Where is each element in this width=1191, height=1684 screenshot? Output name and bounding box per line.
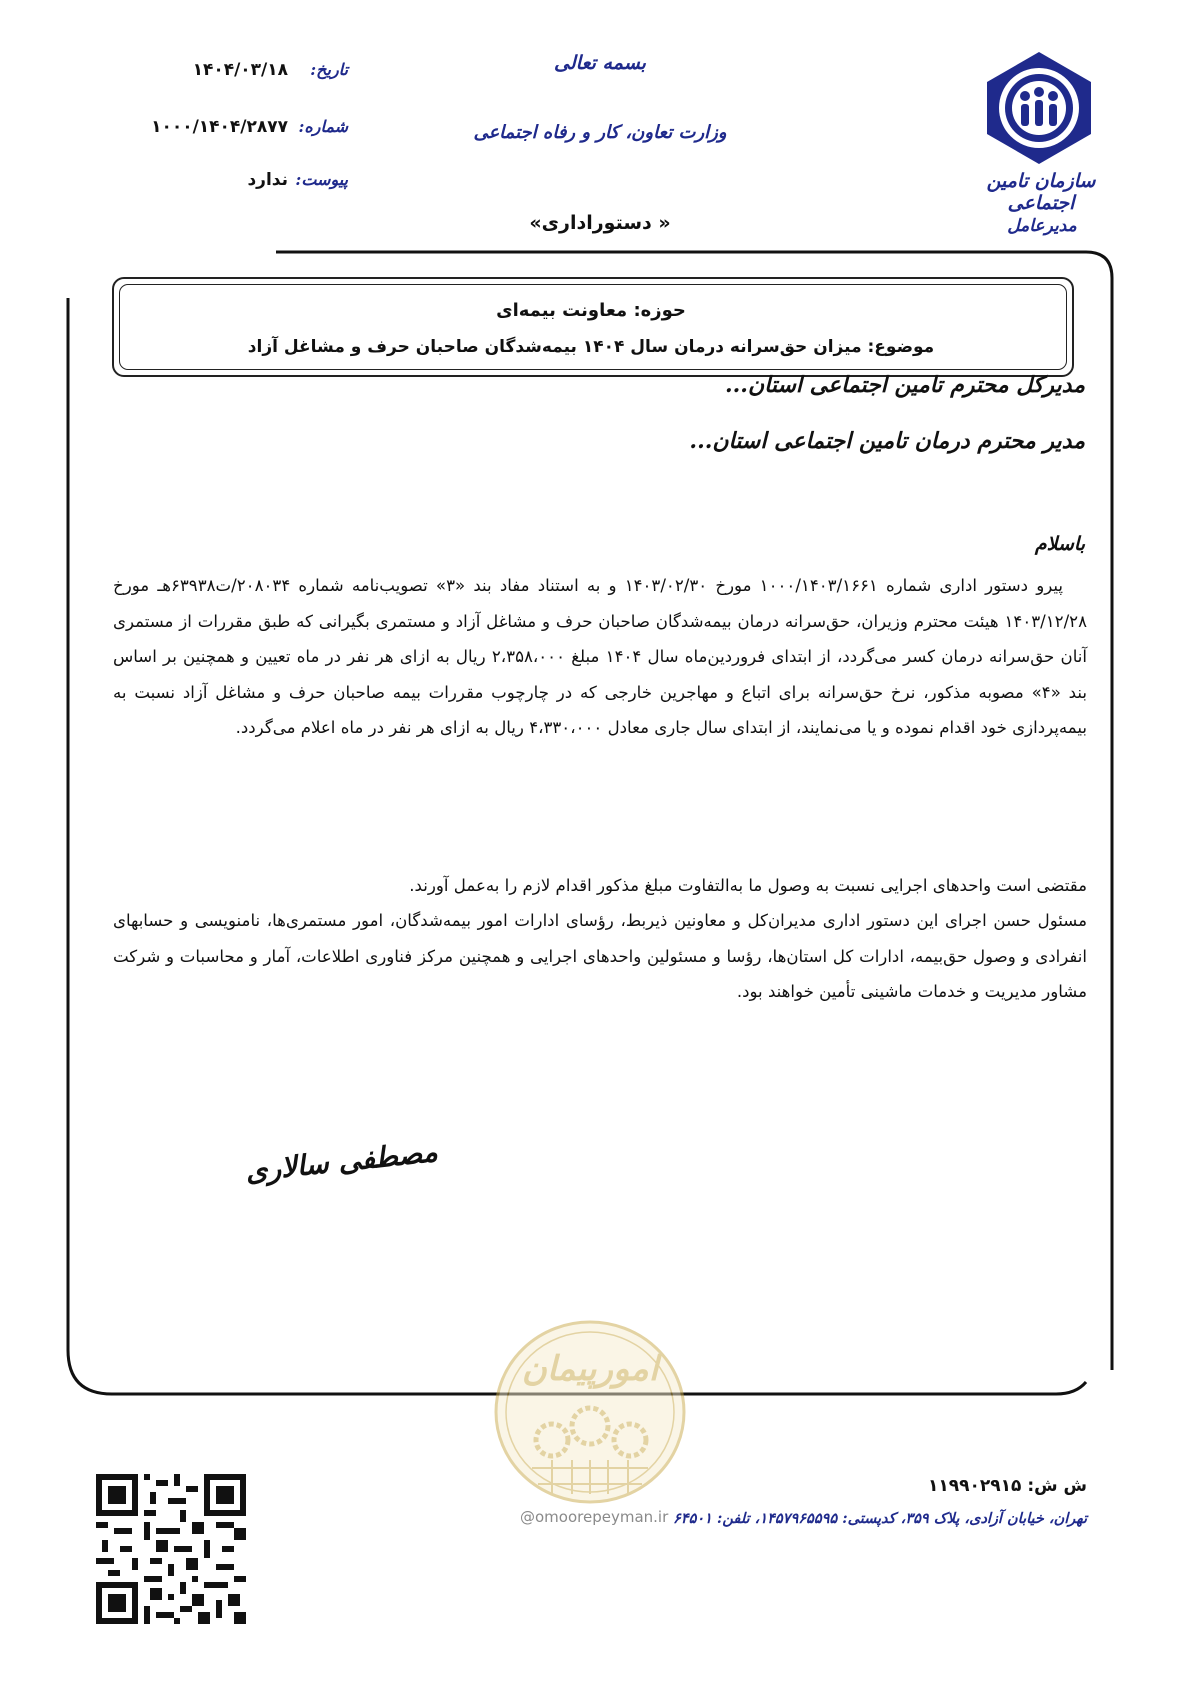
body-paragraph-3: مسئول حسن اجرای این دستور اداری مدیران‌کل و معاونین ذیربط، رؤسای ادارات امور بیمه‌شدگان، امور مستمری‌ها، نامنویسی و حسابهای انفرادی و وصول حق‌بیمه، ادارات کل استان‌ها، رؤسا و مسئولین واحدهای اجرایی و همچنین مرکز فناوری اطلاعات، آمار و محاسبات و شرکت مشاور مدیریت و خدمات ماشینی تأمین خواهند بود. [113, 911, 1087, 1001]
number-value: ۱۰۰۰/۱۴۰۴/۲۸۷۷ [151, 117, 288, 137]
watermark-stamp [492, 1318, 688, 1506]
org-name: سازمان تامین اجتماعی [986, 170, 1096, 214]
attachment-value: ندارد [247, 170, 288, 190]
bismillah: بسمه تعالی [554, 52, 646, 74]
attachment-label: پیوست: [295, 170, 348, 189]
signature: مصطفی سالاری [243, 1135, 440, 1188]
recipient-2: مدیر محترم درمان تامین اجتماعی استان... [689, 428, 1085, 454]
greeting: باسلام [1034, 533, 1085, 555]
qr-code [96, 1474, 246, 1624]
body-paragraph-2: مقتضی است واحدهای اجرایی نسبت به وصول ما به‌التفاوت مبلغ مذکور اقدام لازم را به‌عمل آورند. [409, 876, 1087, 895]
footer-address: تهران، خیابان آزادی، پلاک ۳۵۹، کدپستی: ۱۴۵۷۹۶۵۵۹۵، تلفن: ۶۴۵۰۱ [673, 1510, 1087, 1527]
serial-label: ش ش: [1027, 1476, 1087, 1496]
position-title: مدیرعامل [1007, 216, 1077, 236]
subject-box [112, 277, 1074, 377]
org-logo [979, 48, 1099, 168]
stamp-text: امورپیمان [521, 1349, 659, 1389]
date-value: ۱۴۰۴/۰۳/۱۸ [192, 60, 288, 80]
subject-line: موضوع: میزان حق‌سرانه درمان سال ۱۴۰۴ بیمه‌شدگان صاحبان حرف و مشاغل آزاد [247, 337, 935, 357]
serial-value: ۱۱۹۹۰۲۹۱۵ [928, 1476, 1022, 1496]
serial-number [928, 1476, 1087, 1496]
number-label: شماره: [298, 117, 348, 136]
body-paragraph-1: پیرو دستور اداری شماره ۱۰۰۰/۱۴۰۳/۱۶۶۱ مورخ ۱۴۰۳/۰۲/۳۰ و به استناد مفاد بند «۳» تصویب‌نامه شماره ۲۰۸۰۳۴/ت۶۳۹۳۸هـ مورخ ۱۴۰۳/۱۲/۲۸ هیئت محترم وزیران، حق‌سرانه درمان بیمه‌شدگان صاحبان حرف و مشاغل آزاد و مستمری بگیرانی که طبق مقررات از مستمری آنان حق‌سرانه درمان کسر می‌گردد، از ابتدای فروردین‌ماه سال ۱۴۰۴ مبلغ ۲،۳۵۸،۰۰۰ ریال به ازای هر نفر در ماه تعیین و همچنین بر اساس بند «۴» مصوبه مذکور، نرخ حق‌سرانه برای اتباع و مهاجرین خارجی که در چارچوب مقررات بیمه صاحبان حرف و مشاغل آزاد نسبت به بیمه‌پردازی خود اقدام نموده و یا می‌نمایند، از ابتدای سال جاری معادل ۴،۳۳۰،۰۰۰ ریال به ازای هر نفر در ماه اعلام می‌گردد. [113, 576, 1087, 737]
recipient-1: مدیرکل محترم تامین اجتماعی استان... [724, 372, 1085, 398]
attachment-row [118, 170, 348, 190]
domain-line: حوزه: معاونت بیمه‌ای [496, 300, 686, 321]
ministry-name: وزارت تعاون، کار و رفاه اجتماعی [473, 122, 727, 143]
date-label: تاریخ: [310, 60, 348, 79]
watermark-url: @omoorepeyman.ir [520, 1508, 669, 1526]
document-type: « دستوراداری» [529, 212, 671, 234]
date-row [118, 60, 348, 80]
number-row [118, 117, 348, 137]
